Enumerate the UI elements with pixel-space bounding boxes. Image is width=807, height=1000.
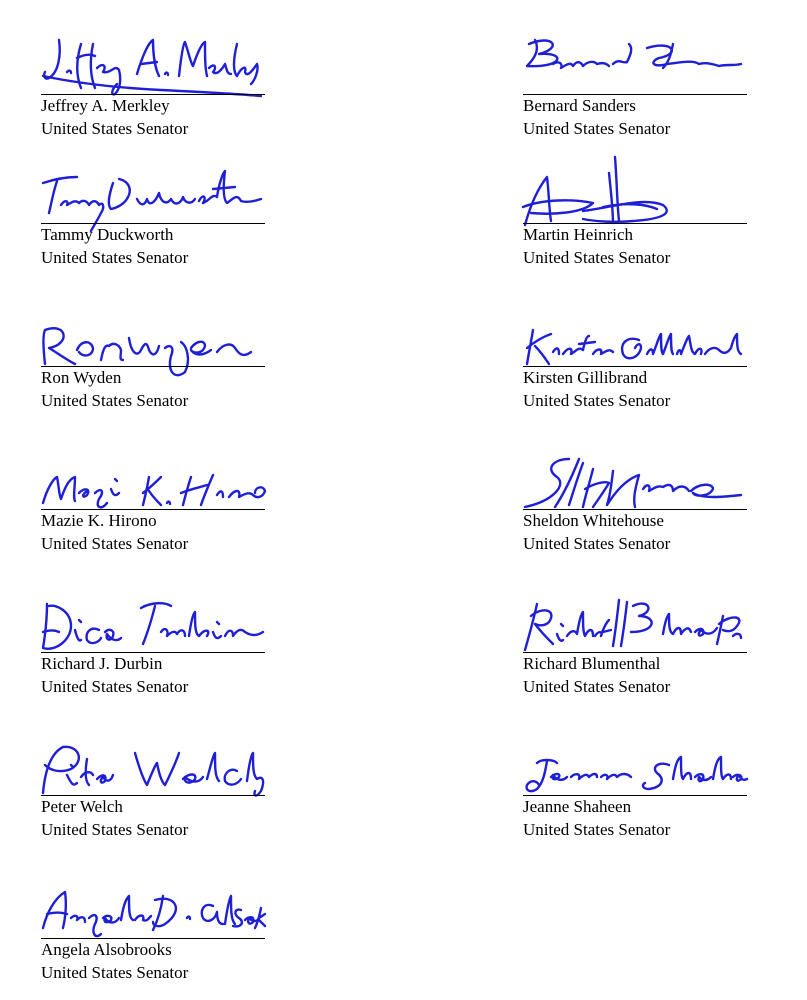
signatory-name: Richard Blumenthal (523, 654, 661, 673)
signatory-name: Jeffrey A. Merkley (41, 96, 170, 115)
signatory-name: Ron Wyden (41, 368, 122, 387)
signature-block-wyden (41, 306, 265, 426)
signatory-title: United States Senator (41, 119, 189, 138)
signature-block-welch (41, 735, 265, 855)
signature-block-gillibrand (523, 306, 747, 426)
signatory-title: United States Senator (523, 248, 671, 267)
signature-block-merkley (41, 34, 265, 154)
signatory-title: United States Senator (523, 534, 671, 553)
signature-block-blumenthal (523, 592, 747, 712)
signatory-name: Kirsten Gillibrand (523, 368, 648, 387)
signatory-title: United States Senator (41, 248, 189, 267)
signatory-title: United States Senator (41, 963, 189, 982)
signature-block-duckworth (41, 163, 265, 283)
signatory-name: Jeanne Shaheen (523, 797, 632, 816)
signatory-title: United States Senator (523, 119, 671, 138)
signatory-title: United States Senator (41, 677, 189, 696)
signature-block-alsobrooks (41, 878, 265, 998)
signatory-name: Angela Alsobrooks (41, 940, 172, 959)
signatory-title: United States Senator (523, 677, 671, 696)
signatory-title: United States Senator (41, 820, 189, 839)
signatory-name: Tammy Duckworth (41, 225, 174, 244)
signatory-name: Peter Welch (41, 797, 123, 816)
signatory-name: Richard J. Durbin (41, 654, 163, 673)
signature-block-shaheen (523, 735, 747, 855)
signatory-name: Bernard Sanders (523, 96, 636, 115)
signatory-title: United States Senator (523, 820, 671, 839)
signature-block-hirono (41, 449, 265, 569)
signatory-name: Sheldon Whitehouse (523, 511, 664, 530)
signature-block-durbin (41, 592, 265, 712)
signatory-name: Mazie K. Hirono (41, 511, 157, 530)
signatory-title: United States Senator (41, 391, 189, 410)
signature-block-sanders (523, 34, 747, 154)
signatory-title: United States Senator (41, 534, 189, 553)
signature-block-heinrich (523, 163, 747, 283)
signature-block-whitehouse (523, 449, 747, 569)
signatory-name: Martin Heinrich (523, 225, 633, 244)
signatory-title: United States Senator (523, 391, 671, 410)
